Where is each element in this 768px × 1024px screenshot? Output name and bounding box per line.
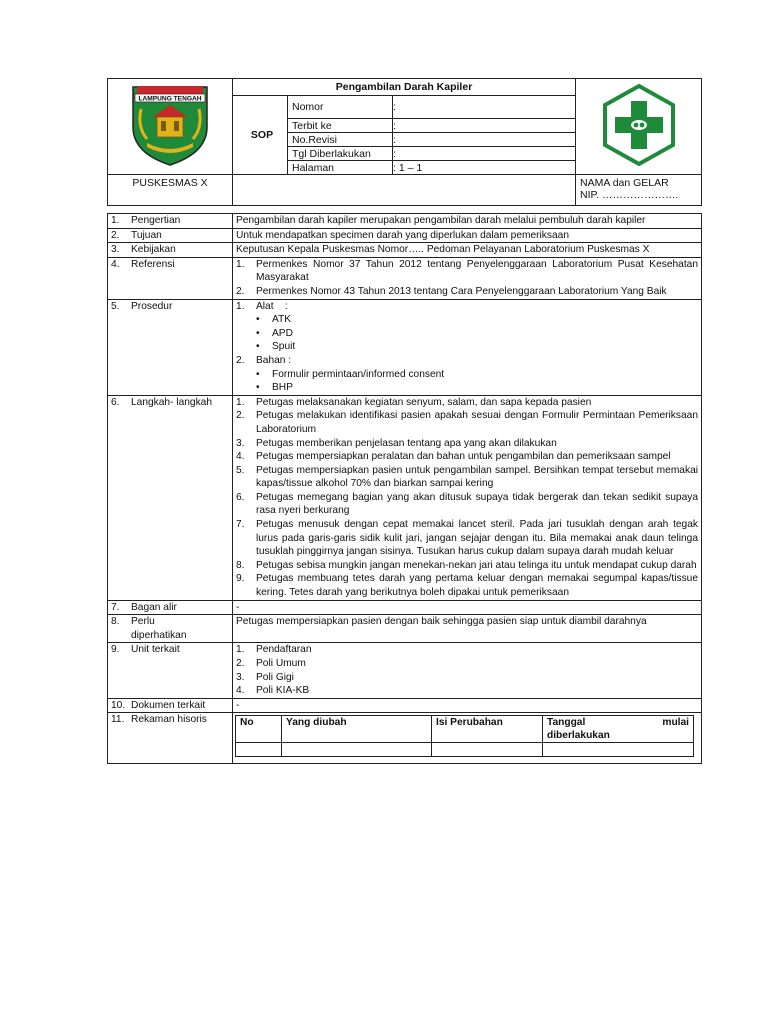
section-label: Bagan alir bbox=[131, 601, 177, 613]
section-number: 4. bbox=[111, 258, 120, 270]
list-item: • ATK bbox=[256, 313, 698, 327]
list-item: 2. Permenkes Nomor 43 Tahun 2013 tentang Cara Penyelenggaraan Laboratorium Yang Baik bbox=[236, 285, 667, 297]
section-number: 7. bbox=[111, 601, 120, 613]
puskesmas-logo-cell bbox=[576, 79, 702, 175]
list-item: 2. Poli Umum bbox=[236, 658, 306, 669]
row-pengertian bbox=[108, 214, 702, 229]
row-langkah bbox=[108, 395, 702, 600]
pengertian-text: Pengambilan darah kapiler merupakan pengambilan darah melalui pembuluh darah kapiler bbox=[233, 214, 702, 229]
bagan-text: - bbox=[233, 600, 702, 615]
list-item: 3. Petugas memberikan penjelasan tentang apa yang akan dilakukan bbox=[236, 437, 557, 449]
list-item: 5. Petugas mempersiapkan pasien untuk pengambilan sampel. Bersihkan tempat tersebut memakai kapas/tissue alkohol 70% dan biarkan sampai kering bbox=[236, 464, 698, 490]
section-number: 11. bbox=[111, 714, 125, 726]
section-label-cont: diperhatikan bbox=[131, 629, 187, 641]
row-prosedur bbox=[108, 299, 702, 395]
list-item: 1. Pendaftaran bbox=[236, 644, 312, 656]
list-item: • Formulir permintaan/informed consent bbox=[256, 368, 698, 382]
meta-label-terbit: Terbit ke bbox=[288, 119, 393, 133]
row-dokumen-terkait bbox=[108, 698, 702, 713]
meta-label-revisi: No.Revisi bbox=[288, 133, 393, 147]
section-number: 8. bbox=[111, 616, 120, 628]
meta-label-nomor: Nomor bbox=[288, 96, 393, 119]
lampung-tengah-emblem-icon bbox=[127, 83, 213, 167]
row-unit-terkait bbox=[108, 643, 702, 698]
meta-value-revisi: : bbox=[393, 133, 576, 147]
section-number: 6. bbox=[111, 396, 120, 408]
list-item: 2. Petugas melakukan identifikasi pasien apakah sesuai dengan Formulir Permintaan Pemeriksaan Laboratorium bbox=[236, 410, 698, 435]
logo-text: LAMPUNG TENGAH bbox=[138, 95, 202, 103]
list-item: 8. Petugas sebisa mungkin jangan menekan-nekan jari atau telinga itu untuk mendapat cukup darah bbox=[236, 559, 697, 571]
section-number: 1. bbox=[111, 215, 120, 226]
empty-foot-cell bbox=[233, 175, 576, 206]
sop-label: SOP bbox=[233, 96, 288, 175]
alat-heading: 1. Alat : bbox=[236, 300, 288, 312]
signatory-nip: NIP. …………………. bbox=[580, 189, 679, 201]
section-number: 2. bbox=[111, 229, 120, 241]
section-label: Tujuan bbox=[131, 229, 162, 241]
meta-label-halaman: Halaman bbox=[288, 161, 393, 175]
alat-list bbox=[236, 313, 698, 354]
bahan-list bbox=[236, 368, 698, 395]
section-label: Dokumen terkait bbox=[131, 699, 206, 711]
signatory-name: NAMA dan GELAR bbox=[580, 177, 669, 189]
row-tujuan bbox=[108, 228, 702, 243]
list-item: 7. Petugas menusuk dengan cepat memakai lancet steril. Pada jari tusuklah dengan arah tegak lurus pada garis-garis sidik kulit jari, jangan sejajar dengan itu. Bila memakai anak daun telinga tusuklah pinggirnya jangan sisinya. Tusukan harus cukup dalam supaya darah mudah keluar bbox=[236, 519, 698, 558]
sop-content-table bbox=[107, 213, 702, 764]
section-label: Rekaman hisoris bbox=[131, 714, 207, 726]
list-item: 9. Petugas membuang tetes darah yang pertama keluar dengan memakai segumpal kapas/tissue kering. Tetes darah yang berikutnya boleh dipakai untuk pemeriksaan bbox=[236, 573, 698, 599]
meta-label-tgl: Tgl Diberlakukan bbox=[288, 147, 393, 161]
unit-list bbox=[236, 643, 698, 697]
list-item: 4. Petugas mempersiapkan peralatan dan bahan untuk pengambilan dan pemeriksaan sampel bbox=[236, 451, 671, 463]
section-label: Prosedur bbox=[131, 300, 173, 312]
rev-cell bbox=[543, 743, 694, 757]
section-number: 9. bbox=[111, 644, 120, 656]
rev-cell bbox=[236, 743, 282, 757]
section-label: Kebijakan bbox=[131, 244, 176, 256]
row-perlu-diperhatikan bbox=[108, 615, 702, 643]
row-referensi bbox=[108, 257, 702, 299]
sop-title: Pengambilan Darah Kapiler bbox=[233, 79, 576, 96]
list-item: 3. Poli Gigi bbox=[236, 671, 294, 683]
list-item: 1. Petugas melaksanakan kegiatan senyum, salam, dan sapa kepada pasien bbox=[236, 396, 592, 408]
row-kebijakan bbox=[108, 243, 702, 258]
meta-value-tgl: : bbox=[393, 147, 576, 161]
org-name: PUSKESMAS X bbox=[108, 175, 233, 206]
rev-cell bbox=[282, 743, 432, 757]
langkah-list bbox=[236, 396, 698, 600]
section-label: Referensi bbox=[131, 258, 175, 270]
regency-logo-cell bbox=[108, 79, 233, 175]
rev-col-tanggal: Tanggal mulai diberlakukan bbox=[543, 716, 694, 743]
section-label: Pengertian bbox=[131, 215, 181, 226]
row-bagan-alir bbox=[108, 600, 702, 615]
list-item: • Spuit bbox=[256, 340, 698, 354]
perlu-text: Petugas mempersiapkan pasien dengan baik sehingga pasien siap untuk diambil darahnya bbox=[233, 615, 702, 643]
rev-col-no: No bbox=[236, 716, 282, 743]
referensi-list bbox=[236, 258, 698, 299]
list-item: 1. Permenkes Nomor 37 Tahun 2012 tentang Penyelenggaraan Laboratorium Pusat Kesehatan Masyarakat bbox=[236, 258, 698, 284]
dokumen-text: - bbox=[233, 698, 702, 713]
rev-col-isi-perubahan: Isi Perubahan bbox=[432, 716, 543, 743]
row-rekaman-historis bbox=[108, 713, 702, 764]
meta-value-nomor: : bbox=[393, 96, 576, 119]
section-label: Langkah- langkah bbox=[131, 396, 212, 408]
list-item: 6. Petugas memegang bagian yang akan ditusuk supaya tidak bergerak dan tekan sedikit supaya rasa nyeri berkurang bbox=[236, 491, 698, 517]
kebijakan-text: Keputusan Kepala Puskesmas Nomor….. Pedoman Pelayanan Laboratorium Puskesmas X bbox=[233, 243, 702, 258]
list-item: 4. Poli KIA-KB bbox=[236, 685, 310, 697]
signatory-cell bbox=[576, 175, 702, 206]
section-number: 10. bbox=[111, 699, 126, 711]
section-label: Unit terkait bbox=[131, 644, 180, 656]
revision-history-table bbox=[235, 715, 694, 757]
list-item: • APD bbox=[256, 327, 698, 341]
section-number: 5. bbox=[111, 300, 120, 312]
bahan-heading: 2. Bahan : bbox=[236, 354, 292, 366]
section-label: Perlu bbox=[131, 616, 155, 628]
meta-value-halaman: : 1 – 1 bbox=[393, 161, 576, 175]
sop-header-table bbox=[107, 78, 702, 206]
section-number: 3. bbox=[111, 244, 120, 256]
tujuan-text: Untuk mendapatkan specimen darah yang diperlukan dalam pemeriksaan bbox=[233, 228, 702, 243]
rev-cell bbox=[432, 743, 543, 757]
puskesmas-logo-icon bbox=[597, 83, 681, 167]
rev-col-yang-diubah: Yang diubah bbox=[282, 716, 432, 743]
list-item: • BHP bbox=[256, 381, 698, 395]
meta-value-terbit: : bbox=[393, 119, 576, 133]
